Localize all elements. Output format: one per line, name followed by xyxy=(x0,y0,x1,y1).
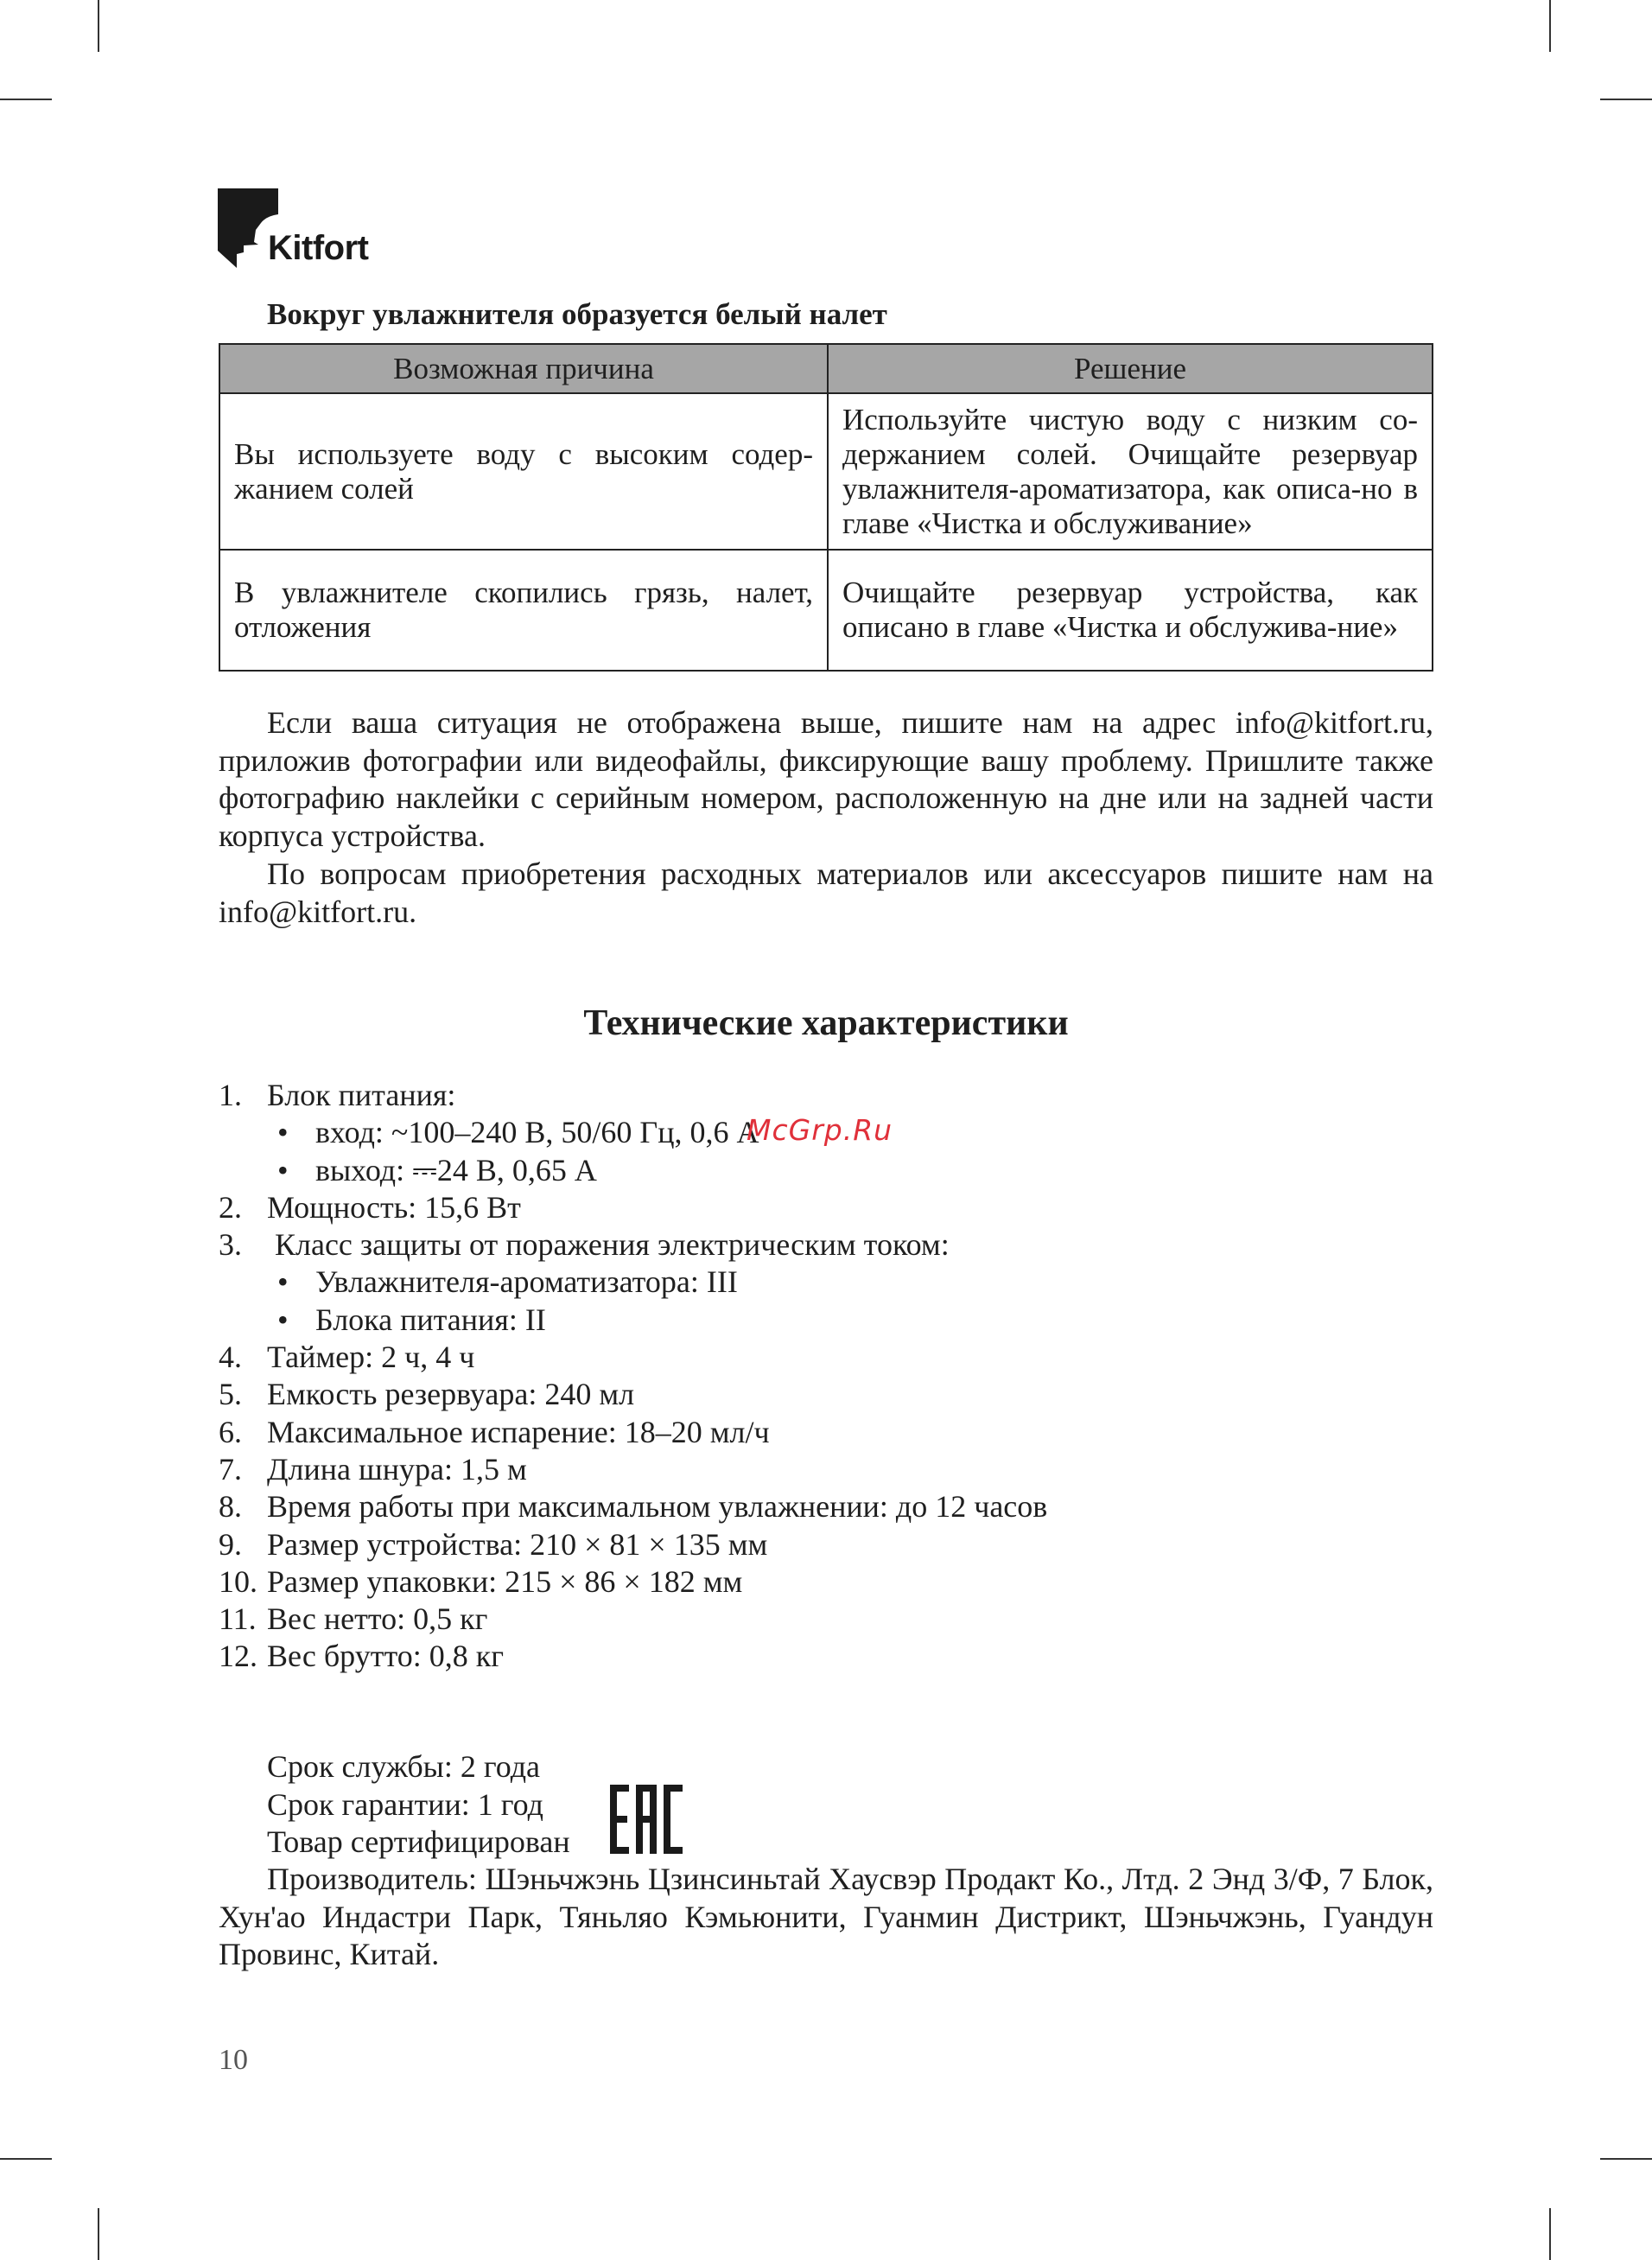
crop-mark xyxy=(0,2158,52,2160)
table-row xyxy=(219,550,1433,671)
table-header-row xyxy=(219,344,1433,393)
troubleshooting-table xyxy=(219,343,1433,672)
service-info xyxy=(267,1748,570,1862)
brand-name: Kitfort xyxy=(268,229,369,267)
manufacturer-info: Производитель: Шэньчжэнь Цзинсиньтай Хаусвэр Продакт Ко., Лтд. 2 Энд 3/Ф, 7 Блок, Хун'ао Индастри Парк, Тяньляо Кэмьюнити, Гуанмин Дистрикт, Шэньчжэнь, Гуандун Провинс, Китай. xyxy=(219,1862,1433,1971)
list-item: 11. Вес нетто: 0,5 кг xyxy=(219,1601,488,1637)
warranty-period: Срок гарантии: 1 год xyxy=(267,1786,543,1822)
crop-mark xyxy=(0,99,52,100)
column-header-cause: Возможная причина xyxy=(219,344,828,393)
list-item: 7. Длина шнура: 1,5 м xyxy=(219,1451,527,1487)
service-life: Срок службы: 2 года xyxy=(267,1749,541,1784)
solution-cell: Используйте чистую воду с низким со-держанием солей. Очищайте резервуар увлажнителя-ароматизатора, как описа-но в главе «Чистка и обслуживание» xyxy=(828,393,1433,550)
list-item: 12. Вес брутто: 0,8 кг xyxy=(219,1639,504,1674)
list-subitem: • вход: ~100–240 В, 50/60 Гц, 0,6 А xyxy=(219,1114,1047,1151)
list-item: 5. Емкость резервуара: 240 мл xyxy=(219,1377,635,1412)
list-subitem: • Увлажнителя-ароматизатора: III xyxy=(219,1264,1047,1301)
column-header-solution: Решение xyxy=(828,344,1433,393)
bullet-icon: • xyxy=(277,1152,289,1187)
list-item: 1. Блок питания: xyxy=(219,1078,456,1112)
list-item: 8. Время работы при максимальном увлажнении: до 12 часов xyxy=(219,1489,1048,1525)
list-subitem: • Блока питания: II xyxy=(219,1302,1047,1339)
accessories-paragraph: По вопросам приобретения расходных материалов или аксессуаров пишите нам на info@kitfort.ru. xyxy=(219,856,1433,929)
solution-cell: Очищайте резервуар устройства, как описано в главе «Чистка и обслужива-ние» xyxy=(828,550,1433,671)
table-row xyxy=(219,393,1433,550)
crop-mark xyxy=(1600,99,1652,100)
contact-paragraph: Если ваша ситуация не отображена выше, пишите нам на адрес info@kitfort.ru, приложив фотографии или видеофайлы, фиксирующие вашу проблему. Пришлите также фотографию наклейки с серийным номером, расположенную на дне или на задней части корпуса устройства. xyxy=(219,705,1433,853)
bullet-icon: • xyxy=(277,1115,289,1150)
eac-mark-icon xyxy=(610,1785,683,1854)
bullet-icon: • xyxy=(277,1302,289,1337)
certification-note: Товар сертифицирован xyxy=(267,1824,570,1859)
list-item: 2. Мощность: 15,6 Вт xyxy=(219,1189,521,1225)
specs-list xyxy=(219,1077,1047,1676)
specs-title: Технические характеристики xyxy=(583,1003,1069,1043)
list-item: 9. Размер устройства: 210 × 81 × 135 мм xyxy=(219,1526,768,1562)
bullet-icon: • xyxy=(277,1264,289,1300)
crop-mark xyxy=(1600,2158,1652,2160)
crop-mark xyxy=(98,0,99,52)
list-item: 6. Максимальное испарение: 18–20 мл/ч xyxy=(219,1414,770,1449)
list-subitem: • выход: ⎓24 В, 0,65 А xyxy=(219,1152,1047,1189)
cause-cell: В увлажнителе скопились грязь, налет, отложения xyxy=(219,550,828,671)
cause-cell: Вы используете воду с высоким содер-жанием солей xyxy=(219,393,828,550)
list-item: 10. Размер упаковки: 215 × 86 × 182 мм xyxy=(219,1563,743,1599)
list-item: 4. Таймер: 2 ч, 4 ч xyxy=(219,1340,475,1375)
crop-mark xyxy=(98,2208,99,2260)
page-number: 10 xyxy=(219,2044,248,2076)
list-item: 3. Класс защиты от поражения электрическим током: xyxy=(219,1227,950,1263)
crop-mark xyxy=(1549,0,1551,52)
crop-mark xyxy=(1549,2208,1551,2260)
watermark: McGrp.Ru xyxy=(747,1113,893,1147)
problem-heading: Вокруг увлажнителя образуется белый налет xyxy=(267,297,887,331)
